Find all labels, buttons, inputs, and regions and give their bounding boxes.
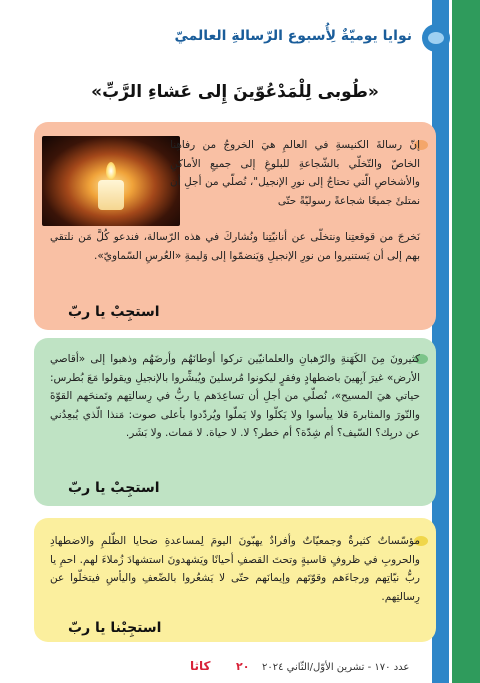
intention-text-1a: إنّ رسالةَ الكنيسةِ في العالمِ هيَ الخروجُ من رفاهِنا الخاصّ والتّخلّي بالشّجاعةِ للبلوغِ إلى جميعِ الأماكنِ والأشخاصِ الّتي تحتاجُ إلى نورِ الإنجيل"، نُصلّي من أجلِ أن نمتلئَ جميعًا شجاعةً رسوليّةً حتّى — [170, 139, 420, 207]
response-3: استجِبْنا يا ربّ — [68, 620, 162, 636]
series-title: نوايا يوميّةٌ لِأُسبوع الرّسالةِ العالميّ — [174, 28, 412, 44]
candle-hands-image — [42, 136, 180, 226]
page-title: «طُوبى لِلْمَدْعُوّينَ إِلى عَشاءِ الرَّبِّ» — [91, 82, 379, 102]
flame-icon — [106, 162, 116, 180]
intention-section-2 — [34, 338, 436, 506]
intention-text-3: مؤسّساتٌ كثيرةٌ وجمعيّاتٌ وأفرادٌ يهبّونَ اليومَ لِمساعدةِ ضحايا الظّلمِ والاضطهادِ والحروبِ في ظروفٍ قاسيةٍ وتحتَ القصفِ أحيانًا ويَشهدونَ استشهادَ زُملاءَ لهم. احمِ يا ربُّ نيّاتِهم ورجاءَهم وقوّتَهم وإيمانَهم حتّى لا يَشعُروا بالضّعفِ واليأسِ فيتخلّوا عن رِسالتِهم. — [50, 535, 420, 603]
side-strip-green — [452, 0, 480, 683]
issue-info: عدد ١٧٠ - تشرين الأوّل/الثّاني ٢٠٢٤ — [262, 662, 410, 673]
page-number: ٢٠ — [236, 660, 250, 673]
response-1: استجِبْ يا ربّ — [68, 304, 160, 320]
series-header — [174, 22, 450, 56]
response-2: استجِبْ يا ربّ — [68, 480, 160, 496]
intention-section-1 — [34, 122, 436, 330]
magazine-brand: كاثا — [190, 659, 211, 673]
intention-text-2: كثيرونَ مِنَ الكَهَنةِ والرّهبانِ والعلمانيّين تركوا أوطانَهُم وأرضَهُم وذهبوا إلى «أقاصي الأرض» غيرَ آبِهينَ باضطهادٍ وفقرٍ ليكونوا مُرسلينَ ويُبشِّروا بالإنجيلِ ويقولوا مَعَ بُطرس: حياتي هيَ المسيح»، نُصلّي من أجلِ أن تساعِدَهم يا ربُّ في رِسالتِهم وتَمنحَهم القوّةَ والنّورَ والمثابرةَ فلا ييأسوا ولا يَكلّوا ولا يَملّوا ويُردّدوا بأعلى صوت: مَنذا الّذي يُبعِدُني عن دربِك؟ السّيف؟ أم شِدّة؟ أم خطر؟ لا. لا حياة. لا مَمات. ولا بَشَر. — [50, 353, 420, 439]
candle-icon — [98, 180, 124, 210]
header-dot-icon — [422, 24, 450, 52]
intention-section-3 — [34, 518, 436, 642]
intention-text-1b: نَخرجَ من قوقعتِنا ونتخلّى عن أنانيّتِنا ونُشاركَ في هذه الرّسالة، فندعو كُلَّ مَن نلتقي بهم إلى أن يَستنيروا من نورِ الإنجيلِ وَيَنضمّوا إلى وَليمةِ «العُرسِ السّماويّ». — [50, 231, 420, 262]
